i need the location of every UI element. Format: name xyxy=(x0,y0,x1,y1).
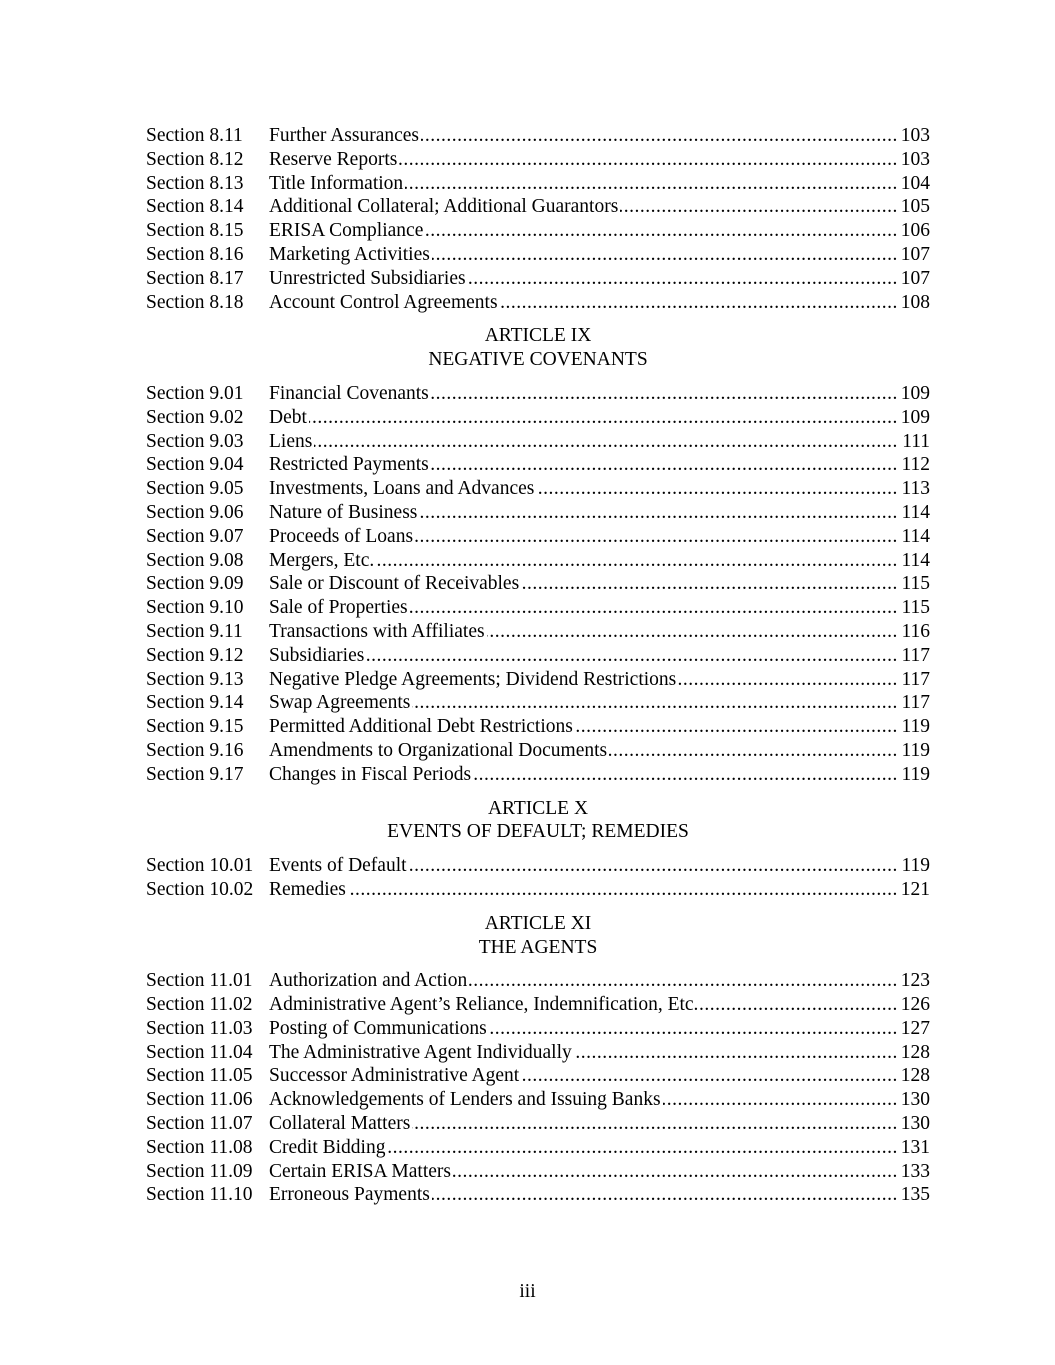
section-number: Section 11.06 xyxy=(146,1089,253,1111)
section-page: 106 xyxy=(897,219,930,243)
article-heading xyxy=(146,314,930,382)
section-page: 130 xyxy=(897,1112,930,1136)
section-title-leader xyxy=(269,549,897,573)
section-number: Section 11.08 xyxy=(146,1136,253,1158)
toc-entry[interactable] xyxy=(146,969,930,993)
section-title-leader xyxy=(269,406,897,430)
toc-entry[interactable] xyxy=(146,148,930,172)
section-title: Changes in Fiscal Periods xyxy=(269,763,472,785)
section-title-leader xyxy=(269,124,897,148)
section-title: Successor Administrative Agent xyxy=(269,1065,520,1087)
toc-entry[interactable] xyxy=(146,1136,930,1160)
toc-entry[interactable] xyxy=(146,477,930,501)
section-number: Section 9.17 xyxy=(146,763,244,785)
section-title: Swap Agreements xyxy=(269,692,411,714)
section-number: Section 9.08 xyxy=(146,549,244,571)
section-title: The Administrative Agent Individually xyxy=(269,1041,572,1063)
toc-entry[interactable] xyxy=(146,993,930,1017)
toc-entry[interactable] xyxy=(146,124,930,148)
toc-entry[interactable] xyxy=(146,596,930,620)
toc-entry[interactable] xyxy=(146,501,930,525)
section-title: Authorization and Action xyxy=(269,970,468,992)
section-page: 103 xyxy=(897,148,930,172)
section-number: Section 11.01 xyxy=(146,970,253,992)
section-title: Mergers, Etc. xyxy=(269,549,375,571)
article-title: THE AGENTS xyxy=(478,936,598,958)
section-title-leader xyxy=(269,1017,897,1041)
section-title: Liens xyxy=(269,430,313,452)
section-number: Section 8.13 xyxy=(146,172,244,194)
section-title: Unrestricted Subsidiaries xyxy=(269,267,466,289)
section-page: 111 xyxy=(898,430,930,454)
section-title: Remedies xyxy=(269,878,346,900)
toc-entry[interactable] xyxy=(146,1183,930,1207)
section-title-leader xyxy=(269,644,897,668)
section-page: 107 xyxy=(897,267,930,291)
section-page: 119 xyxy=(897,763,930,787)
section-title-leader xyxy=(269,739,897,763)
section-page: 117 xyxy=(897,691,930,715)
section-page: 107 xyxy=(897,243,930,267)
toc-entry[interactable] xyxy=(146,715,930,739)
article-heading xyxy=(146,902,930,970)
toc-entry[interactable] xyxy=(146,382,930,406)
toc-entry[interactable] xyxy=(146,854,930,878)
section-title: Negative Pledge Agreements; Dividend Restrictions xyxy=(269,668,677,690)
section-title-leader xyxy=(269,430,898,454)
section-number: Section 9.06 xyxy=(146,501,244,523)
section-number: Section 11.05 xyxy=(146,1065,253,1087)
toc-entry[interactable] xyxy=(146,525,930,549)
section-page: 115 xyxy=(897,572,930,596)
article-title: NEGATIVE COVENANTS xyxy=(428,349,648,371)
section-title: Posting of Communications xyxy=(269,1017,487,1039)
section-title: Further Assurances xyxy=(269,125,420,146)
section-page: 109 xyxy=(897,382,930,406)
toc-entry[interactable] xyxy=(146,1112,930,1136)
toc-entry[interactable] xyxy=(146,1017,930,1041)
section-title: ERISA Compliance xyxy=(269,220,424,242)
section-title-leader xyxy=(269,525,897,549)
toc-entry[interactable] xyxy=(146,219,930,243)
toc-entry[interactable] xyxy=(146,291,930,315)
article-heading xyxy=(146,787,930,855)
section-title-leader xyxy=(269,572,897,596)
section-page: 123 xyxy=(897,969,930,993)
section-number: Section 9.12 xyxy=(146,644,244,666)
section-number: Section 11.10 xyxy=(146,1184,253,1206)
section-page: 130 xyxy=(897,1088,930,1112)
section-number: Section 11.07 xyxy=(146,1113,253,1135)
section-title-leader xyxy=(269,1160,897,1184)
section-page: 131 xyxy=(897,1136,930,1160)
toc-entry[interactable] xyxy=(146,1160,930,1184)
section-title-leader xyxy=(269,878,897,902)
section-page: 103 xyxy=(897,124,930,148)
section-title: Permitted Additional Debt Restrictions xyxy=(269,716,573,738)
section-page: 116 xyxy=(897,620,930,644)
section-number: Section 9.01 xyxy=(146,382,244,404)
section-page: 126 xyxy=(897,993,930,1017)
section-title-leader xyxy=(269,148,897,172)
section-number: Section 11.02 xyxy=(146,994,253,1016)
section-title-leader xyxy=(269,267,897,291)
section-title: Events of Default xyxy=(269,855,407,877)
section-number: Section 11.03 xyxy=(146,1017,253,1039)
toc-entry[interactable] xyxy=(146,668,930,692)
section-title-leader xyxy=(269,691,897,715)
section-page: 127 xyxy=(897,1017,930,1041)
section-title: Sale or Discount of Receivables xyxy=(269,573,520,595)
section-page: 114 xyxy=(897,501,930,525)
section-number: Section 11.09 xyxy=(146,1160,253,1182)
page-number: iii xyxy=(519,1281,536,1302)
toc-entry[interactable] xyxy=(146,549,930,573)
section-number: Section 8.12 xyxy=(146,148,244,170)
section-number: Section 10.01 xyxy=(146,855,254,877)
section-page: 117 xyxy=(897,668,930,692)
section-title-leader xyxy=(269,763,897,787)
section-title: Acknowledgements of Lenders and Issuing Banks xyxy=(269,1089,661,1111)
section-title-leader xyxy=(269,1088,897,1112)
section-page: 117 xyxy=(897,644,930,668)
toc-entry[interactable] xyxy=(146,572,930,596)
toc-entry[interactable] xyxy=(146,406,930,430)
section-page: 119 xyxy=(897,715,930,739)
section-title: Additional Collateral; Additional Guarantors xyxy=(269,196,619,218)
section-title-leader xyxy=(269,854,897,878)
section-title-leader xyxy=(269,1136,897,1160)
section-number: Section 9.03 xyxy=(146,430,244,452)
section-page: 119 xyxy=(897,854,930,878)
section-title: Erroneous Payments xyxy=(269,1184,430,1206)
section-title-leader xyxy=(269,291,897,315)
section-title: Title Information xyxy=(269,172,404,194)
section-number: Section 9.09 xyxy=(146,573,244,595)
section-title: Nature of Business xyxy=(269,501,418,523)
section-title: Amendments to Organizational Documents xyxy=(269,739,608,761)
section-page: 128 xyxy=(897,1064,930,1088)
section-title: Collateral Matters xyxy=(269,1113,411,1135)
toc-entry[interactable] xyxy=(146,430,930,454)
section-title: Financial Covenants xyxy=(269,382,429,404)
section-title: Administrative Agent’s Reliance, Indemnification, Etc. xyxy=(269,994,699,1016)
section-page: 114 xyxy=(897,549,930,573)
section-title-leader xyxy=(269,993,897,1017)
article-label: ARTICLE XI xyxy=(484,912,592,934)
section-number: Section 8.15 xyxy=(146,220,244,242)
section-title-leader xyxy=(269,596,897,620)
section-number: Section 9.16 xyxy=(146,739,244,761)
section-page: 128 xyxy=(897,1041,930,1065)
section-title-leader xyxy=(269,172,897,196)
section-title: Transactions with Affiliates xyxy=(269,620,485,642)
section-title: Credit Bidding xyxy=(269,1136,386,1158)
section-title-leader xyxy=(269,1064,897,1088)
section-page: 113 xyxy=(897,477,930,501)
toc-entry[interactable] xyxy=(146,243,930,267)
section-number: Section 10.02 xyxy=(146,878,254,900)
toc-entry[interactable] xyxy=(146,195,930,219)
section-title: Reserve Reports xyxy=(269,148,398,170)
section-title-leader xyxy=(269,477,897,501)
section-number: Section 8.16 xyxy=(146,243,244,265)
section-title-leader xyxy=(269,1183,897,1207)
section-title-leader xyxy=(269,219,897,243)
section-number: Section 9.10 xyxy=(146,597,244,619)
section-title: Certain ERISA Matters xyxy=(269,1160,451,1182)
toc-entry[interactable] xyxy=(146,644,930,668)
section-number: Section 11.04 xyxy=(146,1041,253,1063)
section-title-leader xyxy=(269,620,897,644)
section-number: Section 8.14 xyxy=(146,196,244,218)
section-number: Section 9.02 xyxy=(146,406,244,428)
section-page: 112 xyxy=(897,453,930,477)
section-number: Section 8.11 xyxy=(146,125,243,146)
section-title: Subsidiaries xyxy=(269,644,365,666)
toc-entry[interactable] xyxy=(146,1088,930,1112)
section-page: 115 xyxy=(897,596,930,620)
section-title-leader xyxy=(269,1112,897,1136)
toc-entry[interactable] xyxy=(146,691,930,715)
section-title-leader xyxy=(269,382,897,406)
section-page: 121 xyxy=(897,878,930,902)
section-title-leader xyxy=(269,1041,897,1065)
section-title-leader xyxy=(269,453,897,477)
section-number: Section 9.13 xyxy=(146,668,244,690)
section-title-leader xyxy=(269,668,897,692)
toc-entry[interactable] xyxy=(146,453,930,477)
toc-entry[interactable] xyxy=(146,739,930,763)
section-title: Investments, Loans and Advances xyxy=(269,478,535,500)
section-page: 135 xyxy=(897,1183,930,1207)
section-title-leader xyxy=(269,243,897,267)
section-page: 105 xyxy=(897,195,930,219)
section-page: 109 xyxy=(897,406,930,430)
section-page: 133 xyxy=(897,1160,930,1184)
section-page: 108 xyxy=(897,291,930,315)
article-label: ARTICLE X xyxy=(487,797,589,819)
section-title-leader xyxy=(269,195,897,219)
section-number: Section 9.11 xyxy=(146,620,243,642)
section-title: Account Control Agreements xyxy=(269,291,498,313)
article-label: ARTICLE IX xyxy=(484,325,592,347)
section-number: Section 9.07 xyxy=(146,525,244,547)
article-title: EVENTS OF DEFAULT; REMEDIES xyxy=(387,821,689,843)
section-title-leader xyxy=(269,969,897,993)
toc-entry[interactable] xyxy=(146,763,930,787)
toc-entry[interactable] xyxy=(146,1041,930,1065)
toc-entry[interactable] xyxy=(146,620,930,644)
toc-entry[interactable] xyxy=(146,267,930,291)
section-number: Section 9.05 xyxy=(146,478,244,500)
section-title: Debt xyxy=(269,406,307,428)
section-page: 104 xyxy=(897,172,930,196)
section-title-leader xyxy=(269,501,897,525)
toc-entry[interactable] xyxy=(146,1064,930,1088)
toc-entry[interactable] xyxy=(146,878,930,902)
section-page: 119 xyxy=(897,739,930,763)
section-title: Marketing Activities xyxy=(269,243,430,265)
section-number: Section 9.15 xyxy=(146,716,244,738)
section-page: 114 xyxy=(897,525,930,549)
section-number: Section 9.04 xyxy=(146,454,244,476)
section-number: Section 8.18 xyxy=(146,291,244,313)
section-title: Restricted Payments xyxy=(269,454,429,476)
section-title: Sale of Properties xyxy=(269,597,408,619)
section-number: Section 9.14 xyxy=(146,692,244,714)
section-number: Section 8.17 xyxy=(146,267,244,289)
toc-entry[interactable] xyxy=(146,172,930,196)
section-title: Proceeds of Loans xyxy=(269,525,414,547)
table-of-contents xyxy=(146,124,930,1207)
section-title-leader xyxy=(269,715,897,739)
